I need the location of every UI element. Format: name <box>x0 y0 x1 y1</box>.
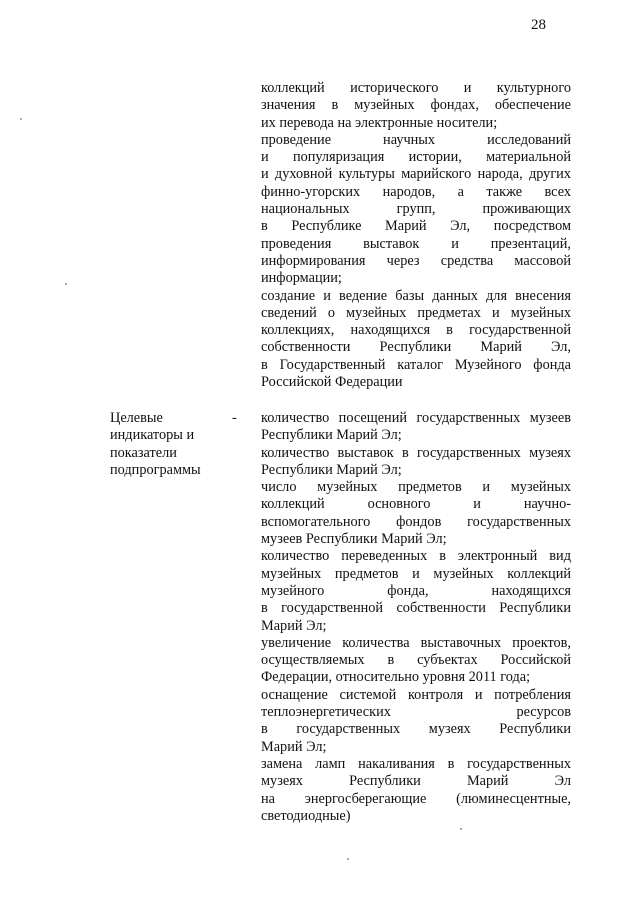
indicator-line: на энергосберегающие (люминесцентные, <box>261 790 571 807</box>
indicator-line: в государственной собственности Республики <box>261 600 571 617</box>
text-line: в Государственный каталог Музейного фонда <box>261 356 571 373</box>
section-label-line: показатели <box>110 444 177 461</box>
text-line: информации; <box>261 270 342 287</box>
indicator-line: замена ламп накаливания в государственных <box>261 755 571 772</box>
text-line: национальных групп, проживающих <box>261 201 571 218</box>
text-line: коллекциях, находящихся в государственной <box>261 322 571 339</box>
scan-speck <box>65 283 67 285</box>
text-line: коллекций исторического и культурного <box>261 80 571 96</box>
text-line: и популяризация истории, материальной <box>261 149 571 166</box>
page-number: 28 <box>531 17 546 33</box>
indicator-line: музейного фонда, находящихся <box>261 582 571 599</box>
scan-speck <box>347 858 349 860</box>
indicator-line: количество выставок в государственных музеях <box>261 444 571 461</box>
indicator-line: оснащение системой контроля и потребления <box>261 686 571 703</box>
text-line: значения в музейных фондах, обеспечение <box>261 97 571 114</box>
text-line: проведения выставок и презентаций, <box>261 235 571 252</box>
text-line: создание и ведение базы данных для внесения <box>261 287 571 304</box>
indicator-line: Марий Эл; <box>261 617 327 634</box>
text-line: сведений о музейных предметах и музейных <box>261 304 571 321</box>
indicator-line: теплоэнергетических ресурсов <box>261 704 571 721</box>
indicator-line: светодиодные) <box>261 807 351 824</box>
text-line: собственности Республики Марий Эл, <box>261 339 571 356</box>
text-line: в Республике Марий Эл, посредством <box>261 218 571 235</box>
indicator-line: музеях Республики Марий Эл <box>261 773 571 790</box>
indicator-line: в государственных музеях Республики <box>261 721 571 738</box>
indicator-line: увеличение количества выставочных проектов, <box>261 634 571 651</box>
indicator-line: вспомогательного фондов государственных <box>261 513 571 530</box>
indicator-line: музеев Республики Марий Эл; <box>261 531 447 548</box>
indicator-line: коллекций основного и научно- <box>261 496 571 513</box>
indicator-line: Республики Марий Эл; <box>261 461 402 478</box>
indicator-line: Марий Эл; <box>261 738 327 755</box>
indicators-text <box>261 410 571 825</box>
text-line: проведение научных исследований <box>261 131 571 148</box>
indicator-line: Федерации, относительно уровня 2011 года; <box>261 669 531 686</box>
scan-speck <box>20 118 22 120</box>
indicator-line: количество посещений государственных музеев <box>261 410 571 426</box>
continued-activities-text <box>261 80 571 391</box>
scan-speck <box>460 828 462 830</box>
text-line: их перевода на электронные носители; <box>261 114 498 131</box>
indicator-line: Республики Марий Эл; <box>261 427 402 444</box>
indicator-line: осуществляемых в субъектах Российской <box>261 652 571 669</box>
indicator-line: количество переведенных в электронный вид <box>261 548 571 565</box>
text-line: информирования через средства массовой <box>261 252 571 269</box>
text-line: и духовной культуры марийского народа, других <box>261 166 571 183</box>
section-dash: - <box>232 410 237 426</box>
indicator-line: музейных предметов и музейных коллекций <box>261 565 571 582</box>
section-label-line: индикаторы и <box>110 427 195 444</box>
section-label <box>110 410 230 479</box>
text-line: Российской Федерации <box>261 374 403 391</box>
text-line: финно-угорских народов, а также всех <box>261 183 571 200</box>
indicator-line: число музейных предметов и музейных <box>261 479 571 496</box>
section-label-line: подпрограммы <box>110 461 201 478</box>
section-label-line: Целевые <box>110 410 163 426</box>
